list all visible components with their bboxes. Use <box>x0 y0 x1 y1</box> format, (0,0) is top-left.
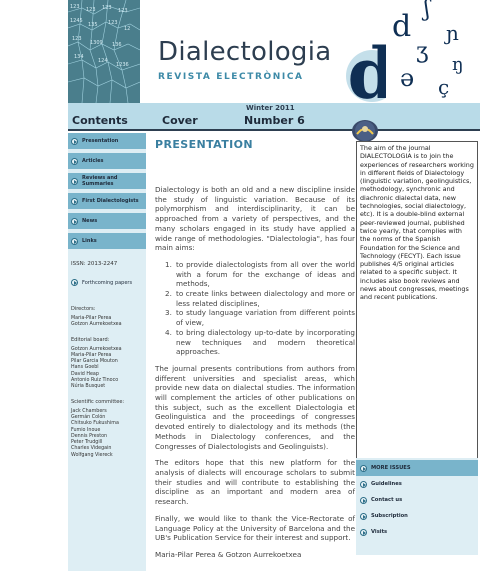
contributions-paragraph: The journal presents contributions from authors from different universities and specialist areas, which provide new data on dialectal studies. The information will complement the articles of other publications on this subject, such as the excellent Dialectologia et Geolinguistica and the proceedings of congresses devoted entirely to dialectology and its methods (the Methods in Dialectology conferences, and the Congresses of Dialectologists and Geolinguists). <box>155 363 355 451</box>
aim-text: to create links between dialectology and more or less related disciplines, <box>176 289 355 308</box>
list-item: David Heap <box>71 371 99 377</box>
map-number-label: 123 <box>72 36 82 42</box>
list-item: Maria-Pilar Perea <box>71 352 112 358</box>
journal-subtitle: REVISTA ELECTRÒNICA <box>158 72 304 82</box>
list-item: Fumio Inoue <box>71 427 101 433</box>
arrow-bullet-icon <box>71 178 78 185</box>
map-number-label: 124 <box>98 58 108 64</box>
map-number-label: 123 <box>118 8 128 14</box>
map-number-label: 123 <box>108 20 118 26</box>
phonetic-glyph: ŋ <box>452 54 464 75</box>
map-number-label: 123 <box>102 5 112 11</box>
right-menu-label: Guidelines <box>371 481 402 487</box>
map-number-label: 135 <box>88 22 98 28</box>
arrow-bullet-icon <box>360 481 367 488</box>
cover-link[interactable]: Cover <box>162 114 198 127</box>
journal-title: Dialectologia <box>158 37 332 67</box>
arrow-bullet-icon <box>71 198 78 205</box>
arrow-bullet-icon <box>71 218 78 225</box>
contents-link[interactable]: Contents <box>72 114 128 127</box>
phonetic-glyph: ʃ <box>424 0 430 22</box>
list-item: Gotzon Aurrekoetxea <box>71 322 122 328</box>
sidebar-item-label: Articles <box>82 158 104 164</box>
arrow-bullet-icon <box>360 497 367 504</box>
signature: Maria-Pilar Perea & Gotzon Aurrekoetxea <box>155 549 302 559</box>
sidebar-item-label: First Dialectologists <box>82 198 139 204</box>
list-item: Jack Chambers <box>71 408 107 414</box>
logo-letter: d <box>347 36 397 103</box>
phonetic-glyph: ʒ <box>416 39 429 64</box>
list-item: Wolfgang Viereck <box>71 452 113 458</box>
list-item: Antonio Ruiz Tinoco <box>71 378 119 384</box>
guidelines-link[interactable] <box>356 476 478 492</box>
directors-list <box>71 316 146 329</box>
thanks-paragraph: Finally, we would like to thank the Vice-Rectorate of Language Policy at the University of Barcelona and the UB's Publication Service for their interest and support. <box>155 513 355 543</box>
aim-text: to study language variation from different points of view, <box>176 308 355 328</box>
arrow-bullet-icon <box>71 138 78 145</box>
right-menu-label: MORE ISSUES <box>371 465 411 471</box>
arrow-bullet-icon <box>360 465 367 472</box>
list-item: Pilar Garcia Mouton <box>71 359 118 365</box>
aim-number: 4. <box>165 327 172 337</box>
phonetic-glyph: d <box>392 9 412 44</box>
aim-number: 2. <box>165 289 172 299</box>
sidebar-item-first-dialectologists[interactable] <box>68 193 146 209</box>
map-number-label: 1245 <box>70 18 83 24</box>
visits-link[interactable] <box>356 524 478 540</box>
list-item <box>165 260 355 289</box>
right-menu <box>356 458 478 555</box>
intro-paragraph: Dialectology is both an old and a new discipline inside the study of linguistic variation. Because of its polymorphism and interdisciplinarity, it can be approached from a variety of perspectives, and the many scholars engaged in its study have applied a wide range of methodologies. "Dialectologia", has four main aims: <box>155 185 355 253</box>
more-issues-link[interactable] <box>356 460 478 476</box>
map-graphic <box>68 0 140 103</box>
medallion-graphic <box>352 120 378 142</box>
sidebar-item-news[interactable] <box>68 213 146 229</box>
aim-text: to bring dialectology up-to-date by incorporating new techniques and modern theoretical approaches. <box>176 327 355 357</box>
map-number-label: 123 <box>70 4 80 10</box>
page-title: PRESENTATION <box>155 138 253 151</box>
sidebar-menu <box>68 133 146 249</box>
subscription-link[interactable] <box>356 508 478 524</box>
dialect-map-image <box>68 0 140 103</box>
sidebar-item-label: News <box>82 218 98 224</box>
forthcoming-papers-link[interactable] <box>68 279 146 286</box>
list-item: Charles Videgain <box>71 446 112 452</box>
aims-list <box>165 260 355 357</box>
list-item: Chitsuko Fukushima <box>71 421 119 427</box>
list-item: Núria Busquet <box>71 384 106 390</box>
arrow-bullet-icon <box>360 513 367 520</box>
editorial-board-list <box>71 347 146 391</box>
map-number-label: 1309 <box>90 40 103 46</box>
arrow-bullet-icon <box>71 158 78 165</box>
map-number-label: 123 <box>86 7 96 13</box>
list-item: Gotzon Aurrekoetxea <box>71 346 122 352</box>
issue-date-bar <box>68 103 480 113</box>
contact-us-link[interactable] <box>356 492 478 508</box>
sidebar-item-label: Links <box>82 238 97 244</box>
arrow-bullet-icon <box>71 279 78 286</box>
editorial-board-heading: Editorial board: <box>71 336 110 343</box>
list-item <box>165 328 355 357</box>
editors-paragraph: The editors hope that this new platform for the analysis of dialects will encourage scholars to submit their studies and will contribute to establishing the discipline as an important and modern area of research. <box>155 458 355 507</box>
phonetic-glyphs-decoration <box>386 0 480 103</box>
list-item <box>165 308 355 327</box>
sidebar-item-label: Reviews and Summaries <box>82 175 118 187</box>
scientific-committee-list <box>71 409 146 459</box>
map-number-label: 12 <box>124 26 131 32</box>
aim-text: to provide dialectologists from all over the world with a forum for the exchange of ideas and methods, <box>176 259 355 289</box>
list-item: Peter Trudgill <box>71 440 103 446</box>
right-menu-label: Subscription <box>371 513 408 519</box>
arrow-bullet-icon <box>71 238 78 245</box>
aim-number: 1. <box>165 259 172 269</box>
arrow-bullet-icon <box>360 529 367 536</box>
sidebar-item-links[interactable] <box>68 233 146 249</box>
forthcoming-label: Forthcoming papers <box>82 279 133 286</box>
list-item: Hans Goebl <box>71 365 99 371</box>
issn-number: ISSN: 2013-2247 <box>71 261 118 267</box>
list-item: Germán Colón <box>71 414 106 420</box>
right-menu-label: Contact us <box>371 497 403 503</box>
sidebar-item-articles[interactable] <box>68 153 146 169</box>
scientific-committee-heading: Scientific committee: <box>71 398 125 405</box>
list-item: Dennis Preston <box>71 433 108 439</box>
sidebar-item-reviews[interactable] <box>68 173 146 189</box>
header-banner <box>68 0 480 103</box>
journal-aim-box <box>356 141 478 459</box>
map-number-label: 1236 <box>116 62 129 68</box>
map-number-label: 134 <box>74 54 84 60</box>
journal-aim-text: The aim of the journal DIALECTOLOGIA is to join the experiences of researchers working in different fields of Dialectology (linguistic variation, geolinguistics, methodology, synchronic and diachronic dialectal data, new technologies, social dialectology, etc). It is a double-blind external peer-reviewed journal, published twice yearly, that complies with the norms of the Spanish Foundation for the Science and Technology (FECYT). Each issue publishes 4/5 original articles related to a specific subject. It includes also book reviews and news about congresses, meetings and recent publications. <box>360 144 474 302</box>
directors-heading: Directors: <box>71 306 96 312</box>
phonetic-glyph: ɲ <box>446 21 459 45</box>
medallion-image <box>352 120 378 142</box>
main-content <box>155 138 355 559</box>
issue-number: Number 6 <box>244 114 305 127</box>
left-sidebar <box>68 133 146 571</box>
map-number-label: 136 <box>112 42 122 48</box>
phonetic-glyph: ə <box>400 64 415 92</box>
list-item <box>165 289 355 308</box>
sidebar-item-presentation[interactable] <box>68 133 146 149</box>
issue-date: Winter 2011 <box>246 104 295 112</box>
list-item: Maria-Pilar Perea <box>71 316 112 321</box>
sidebar-item-label: Presentation <box>82 138 119 144</box>
right-menu-label: Visits <box>371 529 388 535</box>
aim-number: 3. <box>165 308 172 318</box>
issue-nav-bar <box>68 113 480 131</box>
phonetic-glyph: ç <box>438 75 450 99</box>
